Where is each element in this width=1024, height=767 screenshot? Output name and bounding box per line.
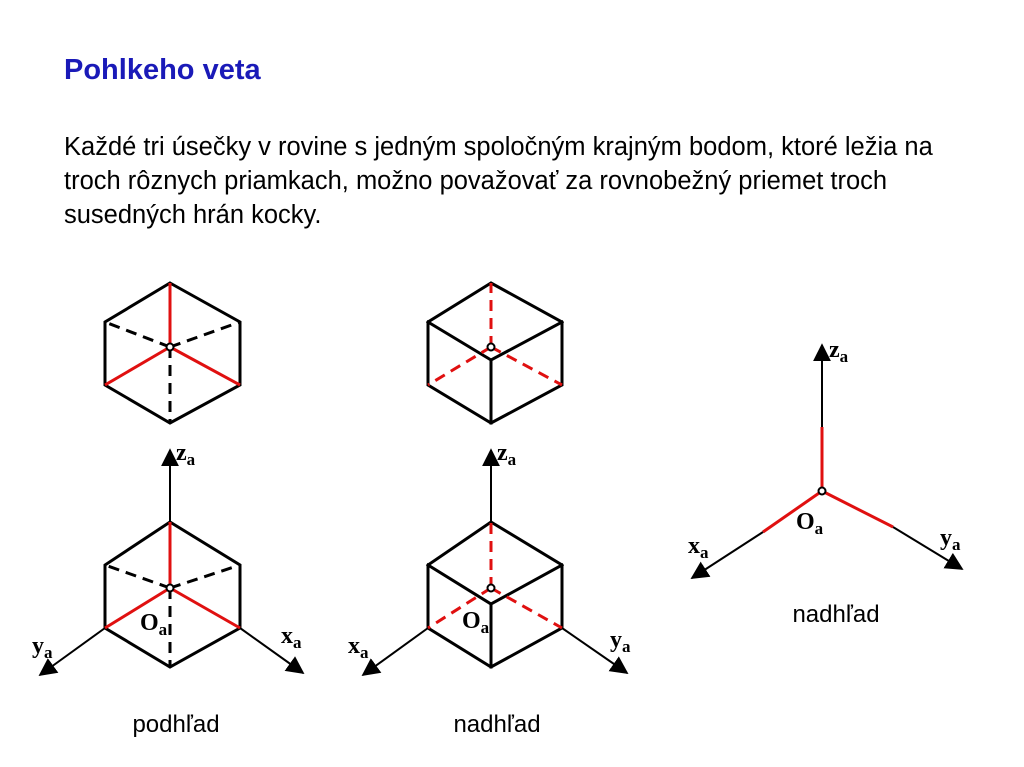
origin-point bbox=[488, 344, 495, 351]
ya-label: $y_a$ bbox=[940, 525, 961, 554]
page-title: Pohlkeho veta bbox=[64, 54, 261, 86]
ya-label: $y_a$ bbox=[32, 633, 53, 662]
hidden-edge bbox=[170, 322, 240, 347]
red-edge bbox=[170, 347, 240, 385]
red-edge bbox=[105, 347, 170, 385]
cube-top-left bbox=[105, 283, 240, 423]
cube-bottom-left bbox=[32, 440, 303, 675]
ya-label: $y_a$ bbox=[610, 627, 631, 656]
hexagon-outline bbox=[428, 283, 562, 423]
red-segment bbox=[822, 491, 893, 527]
za-label: $z_a$ bbox=[829, 337, 849, 366]
origin-point bbox=[819, 488, 826, 495]
origin-point bbox=[167, 344, 174, 351]
axes-right bbox=[688, 337, 962, 578]
origin-point bbox=[488, 585, 495, 592]
cube-top-middle bbox=[428, 283, 562, 423]
xa-axis bbox=[363, 628, 428, 675]
za-label: $z_a$ bbox=[497, 440, 517, 469]
caption-middle: nadhľad bbox=[453, 711, 541, 738]
xa-label: $x_a$ bbox=[688, 533, 709, 562]
hidden-edge bbox=[105, 322, 170, 347]
oa-label: $O_a$ bbox=[462, 608, 490, 637]
hexagon-outline bbox=[428, 522, 562, 667]
caption-left: podhľad bbox=[132, 711, 220, 738]
hexagon-outline bbox=[105, 283, 240, 423]
theorem-text: Každé tri úsečky v rovine s jedným spoločným krajným bodom, ktoré ležia na troch rôznych priamkach, možno považovať za rovnobežný priemet troch susedných hrán kocky. bbox=[64, 133, 933, 229]
hexagon-outline bbox=[105, 522, 240, 667]
origin-point bbox=[167, 585, 174, 592]
xa-label: $x_a$ bbox=[348, 633, 369, 662]
cube-bottom-middle bbox=[348, 440, 631, 675]
xa-label: $x_a$ bbox=[281, 623, 302, 652]
za-label: $z_a$ bbox=[176, 440, 196, 469]
caption-right: nadhľad bbox=[792, 601, 880, 628]
oa-label: $O_a$ bbox=[796, 509, 824, 538]
oa-label: $O_a$ bbox=[140, 610, 168, 639]
